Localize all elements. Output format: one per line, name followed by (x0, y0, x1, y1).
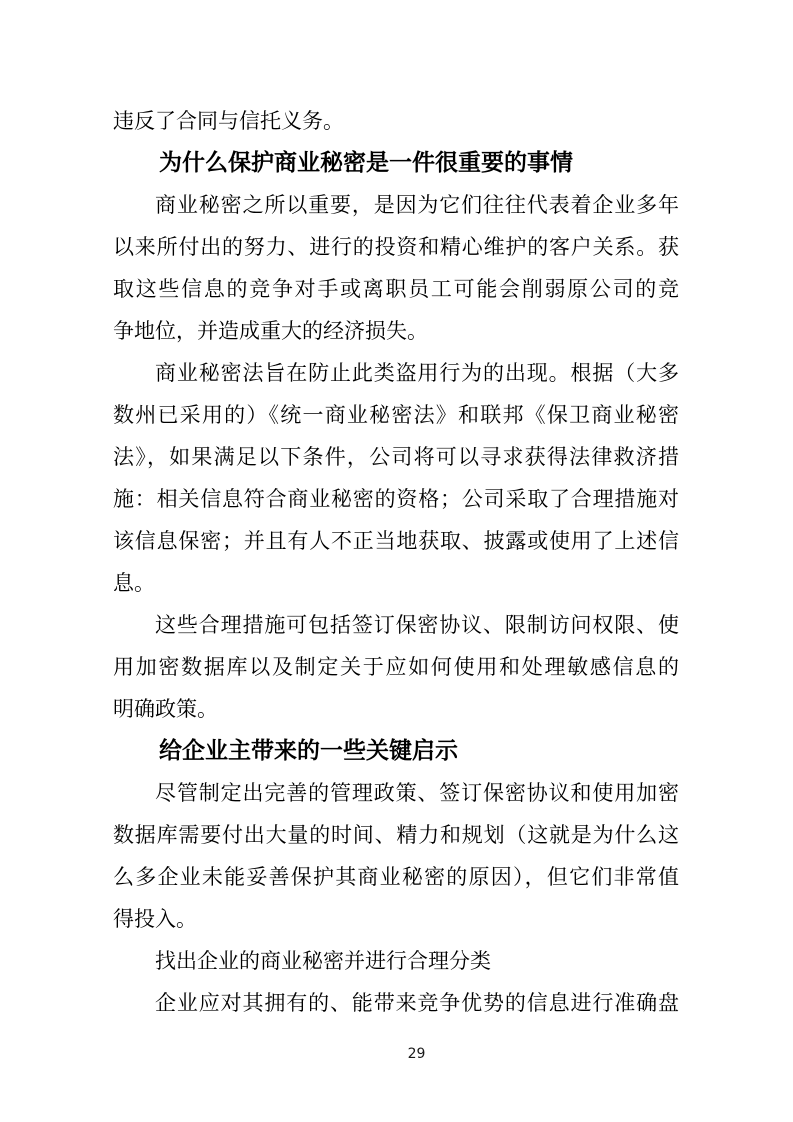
text-line: 以来所付出的努力、进行的投资和精心维护的客户关系。获 (113, 235, 679, 259)
text-line: 争地位，并造成重大的经济损失。 (113, 319, 428, 343)
text-line: 明确政策。 (113, 697, 218, 721)
text-line: 取这些信息的竞争对手或离职员工可能会削弱原公司的竞 (113, 277, 679, 301)
text-line: 企业应对其拥有的、能带来竞争优势的信息进行准确盘 (155, 991, 679, 1015)
section-heading: 给企业主带来的一些关键启示 (159, 738, 458, 764)
text-line: 该信息保密；并且有人不正当地获取、披露或使用了上述信 (113, 529, 679, 553)
text-column (113, 100, 679, 1024)
text-line: 得投入。 (113, 907, 197, 931)
text-line: 商业秘密之所以重要，是因为它们往往代表着企业多年 (155, 193, 679, 217)
text-line: 商业秘密法旨在防止此类盗用行为的出现。根据（大多 (155, 361, 679, 385)
text-line: 违反了合同与信托义务。 (113, 109, 344, 133)
text-line: 息。 (113, 571, 155, 595)
text-line: 数州已采用的）《统一商业秘密法》和联邦《保卫商业秘密 (113, 403, 679, 427)
text-line: 法》，如果满足以下条件，公司将可以寻求获得法律救济措 (113, 445, 679, 469)
sub-heading: 找出企业的商业秘密并进行合理分类 (155, 949, 491, 973)
text-line: 用加密数据库以及制定关于应如何使用和处理敏感信息的 (113, 655, 679, 679)
text-line: 数据库需要付出大量的时间、精力和规划（这就是为什么这 (113, 823, 679, 847)
text-line: 么多企业未能妥善保护其商业秘密的原因），但它们非常值 (113, 865, 679, 889)
text-line: 尽管制定出完善的管理政策、签订保密协议和使用加密 (155, 781, 679, 805)
page-number: 29 (407, 1046, 426, 1062)
text-line: 施：相关信息符合商业秘密的资格；公司采取了合理措施对 (113, 487, 679, 511)
section-heading: 为什么保护商业秘密是一件很重要的事情 (159, 150, 573, 176)
text-line: 这些合理措施可包括签订保密协议、限制访问权限、使 (155, 613, 679, 637)
